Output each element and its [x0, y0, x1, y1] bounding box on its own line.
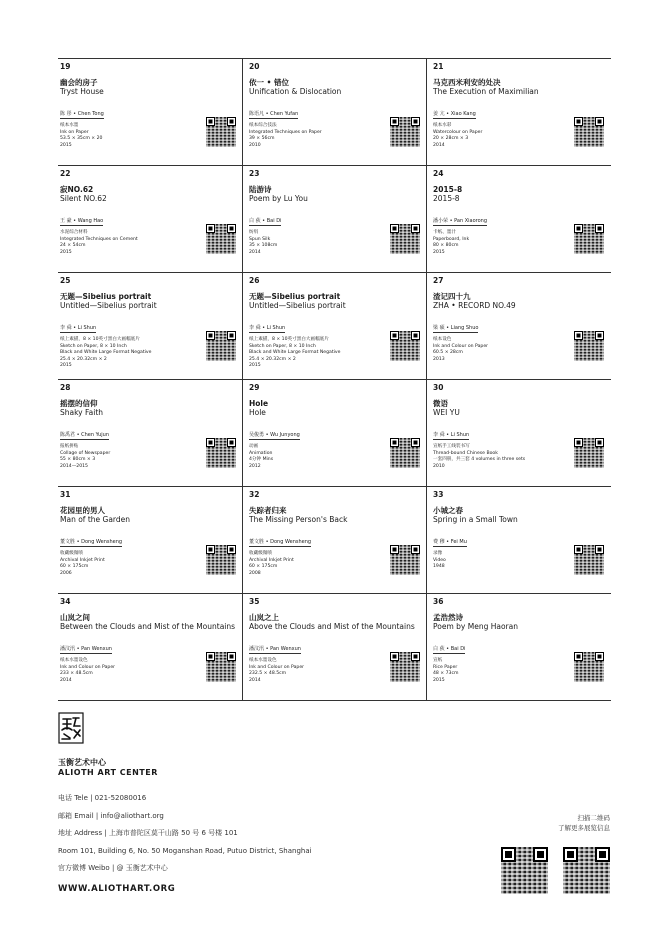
work-artist: 费 穆 • Fei Mu — [433, 539, 467, 545]
work-entry — [426, 273, 610, 379]
qr-code-icon[interactable] — [390, 545, 420, 575]
work-title-en: The Execution of Maximilian — [433, 87, 539, 96]
work-detail: 2014 — [249, 249, 261, 255]
work-detail: 纸本综合技法 — [249, 123, 277, 128]
work-detail: 233 × 48.5cm — [60, 671, 93, 677]
qr-code-icon[interactable] — [206, 117, 236, 147]
work-title-cn: 依一 • 错位 — [249, 78, 290, 87]
qr-code-icon[interactable] — [574, 545, 604, 575]
work-title-en: Shaky Faith — [60, 408, 104, 417]
work-detail: Rice Paper — [433, 664, 458, 670]
qr-code-icon[interactable] — [390, 331, 420, 361]
work-number: 33 — [433, 490, 444, 499]
work-artist: 潘汶汛 • Pan Wenxun — [249, 646, 301, 652]
work-entry — [58, 594, 242, 700]
work-artist: 董文胜 • Dong Wensheng — [60, 539, 123, 545]
work-detail: 60.5 × 28cm — [433, 350, 463, 356]
work-detail: 纸本设色 — [433, 337, 452, 342]
work-title-cn: 寂NO.62 — [60, 185, 94, 194]
work-detail: 宣纸 — [433, 658, 443, 663]
work-detail: 2010 — [249, 142, 261, 148]
work-detail: 2015 — [433, 677, 445, 683]
work-detail: 25.4 × 20.32cm × 2 — [60, 356, 107, 362]
work-artist: 姜 亢 • Xiao Kang — [433, 111, 476, 117]
work-number: 27 — [433, 276, 444, 285]
work-detail: 纸上素描，8 × 10英寸黑白大画幅底片 — [249, 337, 329, 342]
work-detail: 20 × 28cm × 3 — [433, 136, 469, 142]
work-detail: 2015 — [433, 249, 445, 255]
contact-phone: 电话 Tele | 021-52080016 — [58, 794, 147, 802]
contact-email[interactable]: 邮箱 Email | info@aliothart.org — [58, 811, 164, 820]
work-detail: Thread-bound Chinese Book — [433, 450, 498, 456]
work-title-cn: 小城之春 — [433, 506, 463, 515]
work-title-en: Poem by Lu You — [249, 194, 308, 203]
work-title-cn: 陆游诗 — [249, 185, 272, 194]
work-artist: 梁 硕 • Liang Shuo — [433, 325, 479, 331]
work-title-en: 2015-8 — [433, 194, 460, 203]
work-artist: 陈 彤 • Chen Tong — [60, 111, 104, 117]
qr-code-icon[interactable] — [574, 331, 604, 361]
work-detail: 2014 — [433, 142, 445, 148]
work-detail: 2014 — [249, 677, 261, 683]
qr-code-icon[interactable] — [574, 224, 604, 254]
work-entry — [426, 59, 610, 165]
qr-code-icon[interactable] — [206, 652, 236, 682]
work-title-cn: 2015-8 — [433, 185, 463, 194]
work-title-en: Untitled—Sibelius portrait — [60, 301, 157, 310]
work-entry — [58, 487, 242, 593]
work-detail: 纺绢 — [249, 230, 259, 235]
work-title-cn: 马克西米利安的处决 — [433, 78, 501, 87]
work-title-cn: 幽会的房子 — [60, 78, 98, 87]
work-number: 23 — [249, 169, 260, 178]
work-number: 22 — [60, 169, 71, 178]
work-entry — [426, 166, 610, 272]
work-title-en: ZHA • RECORD NO.49 — [433, 301, 516, 310]
work-entry — [242, 59, 426, 165]
work-number: 21 — [433, 62, 444, 71]
brand-name-en: ALIOTH ART CENTER — [58, 768, 158, 777]
work-detail: 录像 — [433, 551, 443, 556]
work-title-cn: 无题—Sibelius portrait — [60, 292, 152, 301]
contact-address-en: Room 101, Building 6, No. 50 Moganshan Road, Putuo District, Shanghai — [58, 846, 312, 855]
work-entry — [58, 59, 242, 165]
work-detail: Animation — [249, 450, 273, 456]
work-detail: 35 × 108cm — [249, 243, 278, 249]
work-title-en: Silent NO.62 — [60, 194, 107, 203]
qr-code-icon[interactable] — [574, 438, 604, 468]
work-number: 31 — [60, 490, 71, 499]
work-entry — [242, 594, 426, 700]
work-detail: 纸本水墨 — [60, 123, 79, 128]
work-detail: Ink on Paper — [60, 129, 89, 135]
qr-code-icon[interactable] — [390, 438, 420, 468]
work-number: 30 — [433, 383, 444, 392]
work-detail: 4分钟 Mins — [249, 457, 274, 463]
work-title-en: Above the Clouds and Mist of the Mountains — [249, 622, 415, 631]
work-detail: Integrated Techniques on Paper — [249, 129, 322, 135]
work-title-cn: 微语 — [433, 399, 448, 408]
work-number: 24 — [433, 169, 444, 178]
work-title-cn: 摇摆的信仰 — [60, 399, 98, 408]
work-entry — [242, 380, 426, 486]
contact-info — [58, 790, 312, 878]
work-number: 34 — [60, 597, 71, 606]
work-number: 35 — [249, 597, 260, 606]
qr-code-icon[interactable] — [206, 545, 236, 575]
work-artist: 李 舜 • Li Shun — [249, 325, 286, 331]
work-detail: 55 × 80cm × 3 — [60, 457, 96, 463]
work-detail: Archival Inkjet Print — [249, 557, 294, 563]
work-detail: 2008 — [249, 570, 261, 576]
work-detail: 80 × 80cm — [433, 243, 459, 249]
works-row — [58, 273, 611, 380]
qr-code-icon[interactable] — [206, 224, 236, 254]
work-detail: Sketch on Paper, 8 × 10 Inch — [60, 343, 127, 349]
work-detail: Ink and Colour on Paper — [60, 664, 116, 670]
work-number: 25 — [60, 276, 71, 285]
qr-code-icon[interactable] — [390, 652, 420, 682]
work-title-cn: 山岚之间 — [60, 613, 90, 622]
brand-name-cn: 玉衡艺术中心 — [58, 758, 106, 767]
work-title-en: The Missing Person's Back — [249, 515, 348, 524]
work-detail: 2012 — [249, 463, 261, 469]
work-entry — [242, 487, 426, 593]
works-grid — [58, 58, 611, 701]
work-detail: 2013 — [433, 356, 445, 362]
work-title-cn: 孟浩然诗 — [433, 613, 463, 622]
work-title-cn: Hole — [249, 399, 269, 408]
work-detail: 53.5 × 35cm × 20 — [60, 136, 103, 142]
work-detail: Paperboard, Ink — [433, 236, 470, 242]
contact-weibo: 官方微博 Weibo | @ 玉衡艺术中心 — [58, 864, 168, 872]
work-detail: 2014 — [60, 677, 72, 683]
work-title-en: Unification & Dislocation — [249, 87, 342, 96]
work-title-en: WEI YU — [433, 408, 460, 417]
work-detail: Ink and Colour on Paper — [433, 343, 489, 349]
work-artist: 李 舜 • Li Shun — [60, 325, 97, 331]
work-detail: 2015 — [60, 249, 72, 255]
qr-code-icon[interactable] — [390, 117, 420, 147]
work-detail: 纸上素描，8 × 10英寸黑白大画幅底片 — [60, 337, 140, 342]
work-title-cn: 失踪者归来 — [249, 506, 287, 515]
work-artist: 王 豪 • Wang Hao — [60, 218, 104, 224]
work-number: 32 — [249, 490, 260, 499]
work-detail: 2014—2015 — [60, 463, 88, 469]
work-entry — [242, 273, 426, 379]
work-title-en: Man of the Garden — [60, 515, 130, 524]
work-artist: 白 荻 • Bai Di — [249, 218, 282, 224]
website-link[interactable]: WWW.ALIOTHART.ORG — [58, 884, 176, 894]
work-title-cn: 无题—Sibelius portrait — [249, 292, 341, 301]
work-detail: 收藏级微喷 — [60, 551, 83, 556]
qr-code-icon[interactable] — [206, 438, 236, 468]
work-detail: 纸本水彩 — [433, 123, 452, 128]
work-detail: Video — [433, 557, 446, 563]
work-title-cn: 山岚之上 — [249, 613, 279, 622]
work-detail: 60 × 175cm — [249, 564, 278, 570]
footer-divider — [58, 700, 611, 701]
work-number: 19 — [60, 62, 71, 71]
work-artist: 陈语凡 • Chen Yufan — [249, 111, 299, 117]
work-detail: 2015 — [60, 142, 72, 148]
work-detail: 2015 — [249, 363, 261, 369]
qr-code-icon[interactable] — [206, 331, 236, 361]
work-entry — [58, 273, 242, 379]
works-row — [58, 594, 611, 701]
work-number: 20 — [249, 62, 260, 71]
work-number: 26 — [249, 276, 260, 285]
work-detail: Black and White Large Format Negative — [249, 350, 341, 356]
work-detail: 2006 — [60, 570, 72, 576]
work-detail: 39 × 56cm — [249, 136, 275, 142]
work-detail: 纸本水墨设色 — [60, 658, 88, 663]
work-title-en: Hole — [249, 408, 266, 417]
alioth-logo — [58, 712, 84, 744]
work-detail: 收藏级微喷 — [249, 551, 272, 556]
scan-note-line-2: 了解更多展览信息 — [558, 824, 610, 832]
work-detail: Archival Inkjet Print — [60, 557, 105, 563]
qr-code-icon[interactable] — [574, 117, 604, 147]
works-row — [58, 58, 611, 166]
work-detail: Integrated Techniques on Cement — [60, 236, 138, 242]
work-detail: 水泥综合材料 — [60, 230, 88, 235]
work-entry — [426, 487, 610, 593]
work-title-en: Between the Clouds and Mist of the Mountains — [60, 622, 236, 631]
work-detail: 2015 — [60, 363, 72, 369]
work-detail: Sketch on Paper, 8 × 10 Inch — [249, 343, 316, 349]
work-artist: 白 荻 • Bai Di — [433, 646, 466, 652]
qr-code-icon[interactable] — [501, 847, 548, 894]
work-artist: 潘小荣 • Pan Xiaorong — [433, 218, 488, 224]
work-detail: 24 × 54cm — [60, 243, 86, 249]
work-title-en: Spring in a Small Town — [433, 515, 518, 524]
work-title-en: Poem by Meng Haoran — [433, 622, 518, 631]
work-entry — [426, 380, 610, 486]
work-detail: Watercolour on Paper — [433, 129, 483, 135]
work-detail: 卡纸、墨汁 — [433, 230, 456, 235]
work-detail: 2010 — [433, 463, 445, 469]
work-detail: 232.5 × 48.5cm — [249, 671, 287, 677]
contact-address-cn: 地址 Address | 上海市普陀区莫干山路 50 号 6 号楼 101 — [58, 829, 238, 837]
work-artist: 潘汶汛 • Pan Wenxun — [60, 646, 112, 652]
work-artist: 李 舜 • Li Shun — [433, 432, 470, 438]
work-title-cn: 渣记四十九 — [433, 292, 471, 301]
work-title-en: Untitled—Sibelius portrait — [249, 301, 346, 310]
works-row — [58, 487, 611, 594]
work-entry — [426, 594, 610, 700]
scan-note-line-1: 扫描二维码 — [577, 814, 610, 822]
qr-code-icon[interactable] — [574, 652, 604, 682]
work-detail: 1948 — [433, 564, 445, 570]
works-row — [58, 166, 611, 273]
work-detail: Ink and Colour on Paper — [249, 664, 305, 670]
work-title-cn: 花园里的男人 — [60, 506, 105, 515]
qr-code-icon[interactable] — [390, 224, 420, 254]
work-artist: 陈禹君 • Chen Yujun — [60, 432, 109, 438]
work-detail: 报纸拼贴 — [60, 444, 79, 449]
work-detail: Spun Silk — [249, 236, 271, 242]
work-detail: 动画 — [249, 444, 259, 449]
work-detail: 纸本水墨设色 — [249, 658, 277, 663]
work-number: 28 — [60, 383, 71, 392]
work-number: 36 — [433, 597, 444, 606]
work-entry — [58, 166, 242, 272]
work-title-en: Tryst House — [60, 87, 104, 96]
work-detail: 60 × 175cm — [60, 564, 89, 570]
work-artist: 吴俊勇 • Wu Junyong — [249, 432, 300, 438]
work-entry — [242, 166, 426, 272]
work-detail: 25.4 × 20.32cm × 2 — [249, 356, 296, 362]
work-detail: 宣纸手工线装书写 — [433, 444, 470, 449]
work-detail: Collage of Newspaper — [60, 450, 111, 456]
work-detail: Black and White Large Format Negative — [60, 350, 152, 356]
work-detail: 48 × 73cm — [433, 671, 459, 677]
work-artist: 董文胜 • Dong Wensheng — [249, 539, 312, 545]
work-detail: 一套四册，共三套 4 volumes in three sets — [433, 457, 526, 463]
qr-code-icon[interactable] — [563, 847, 610, 894]
works-row — [58, 380, 611, 487]
scan-note — [558, 813, 610, 833]
work-entry — [58, 380, 242, 486]
work-number: 29 — [249, 383, 260, 392]
